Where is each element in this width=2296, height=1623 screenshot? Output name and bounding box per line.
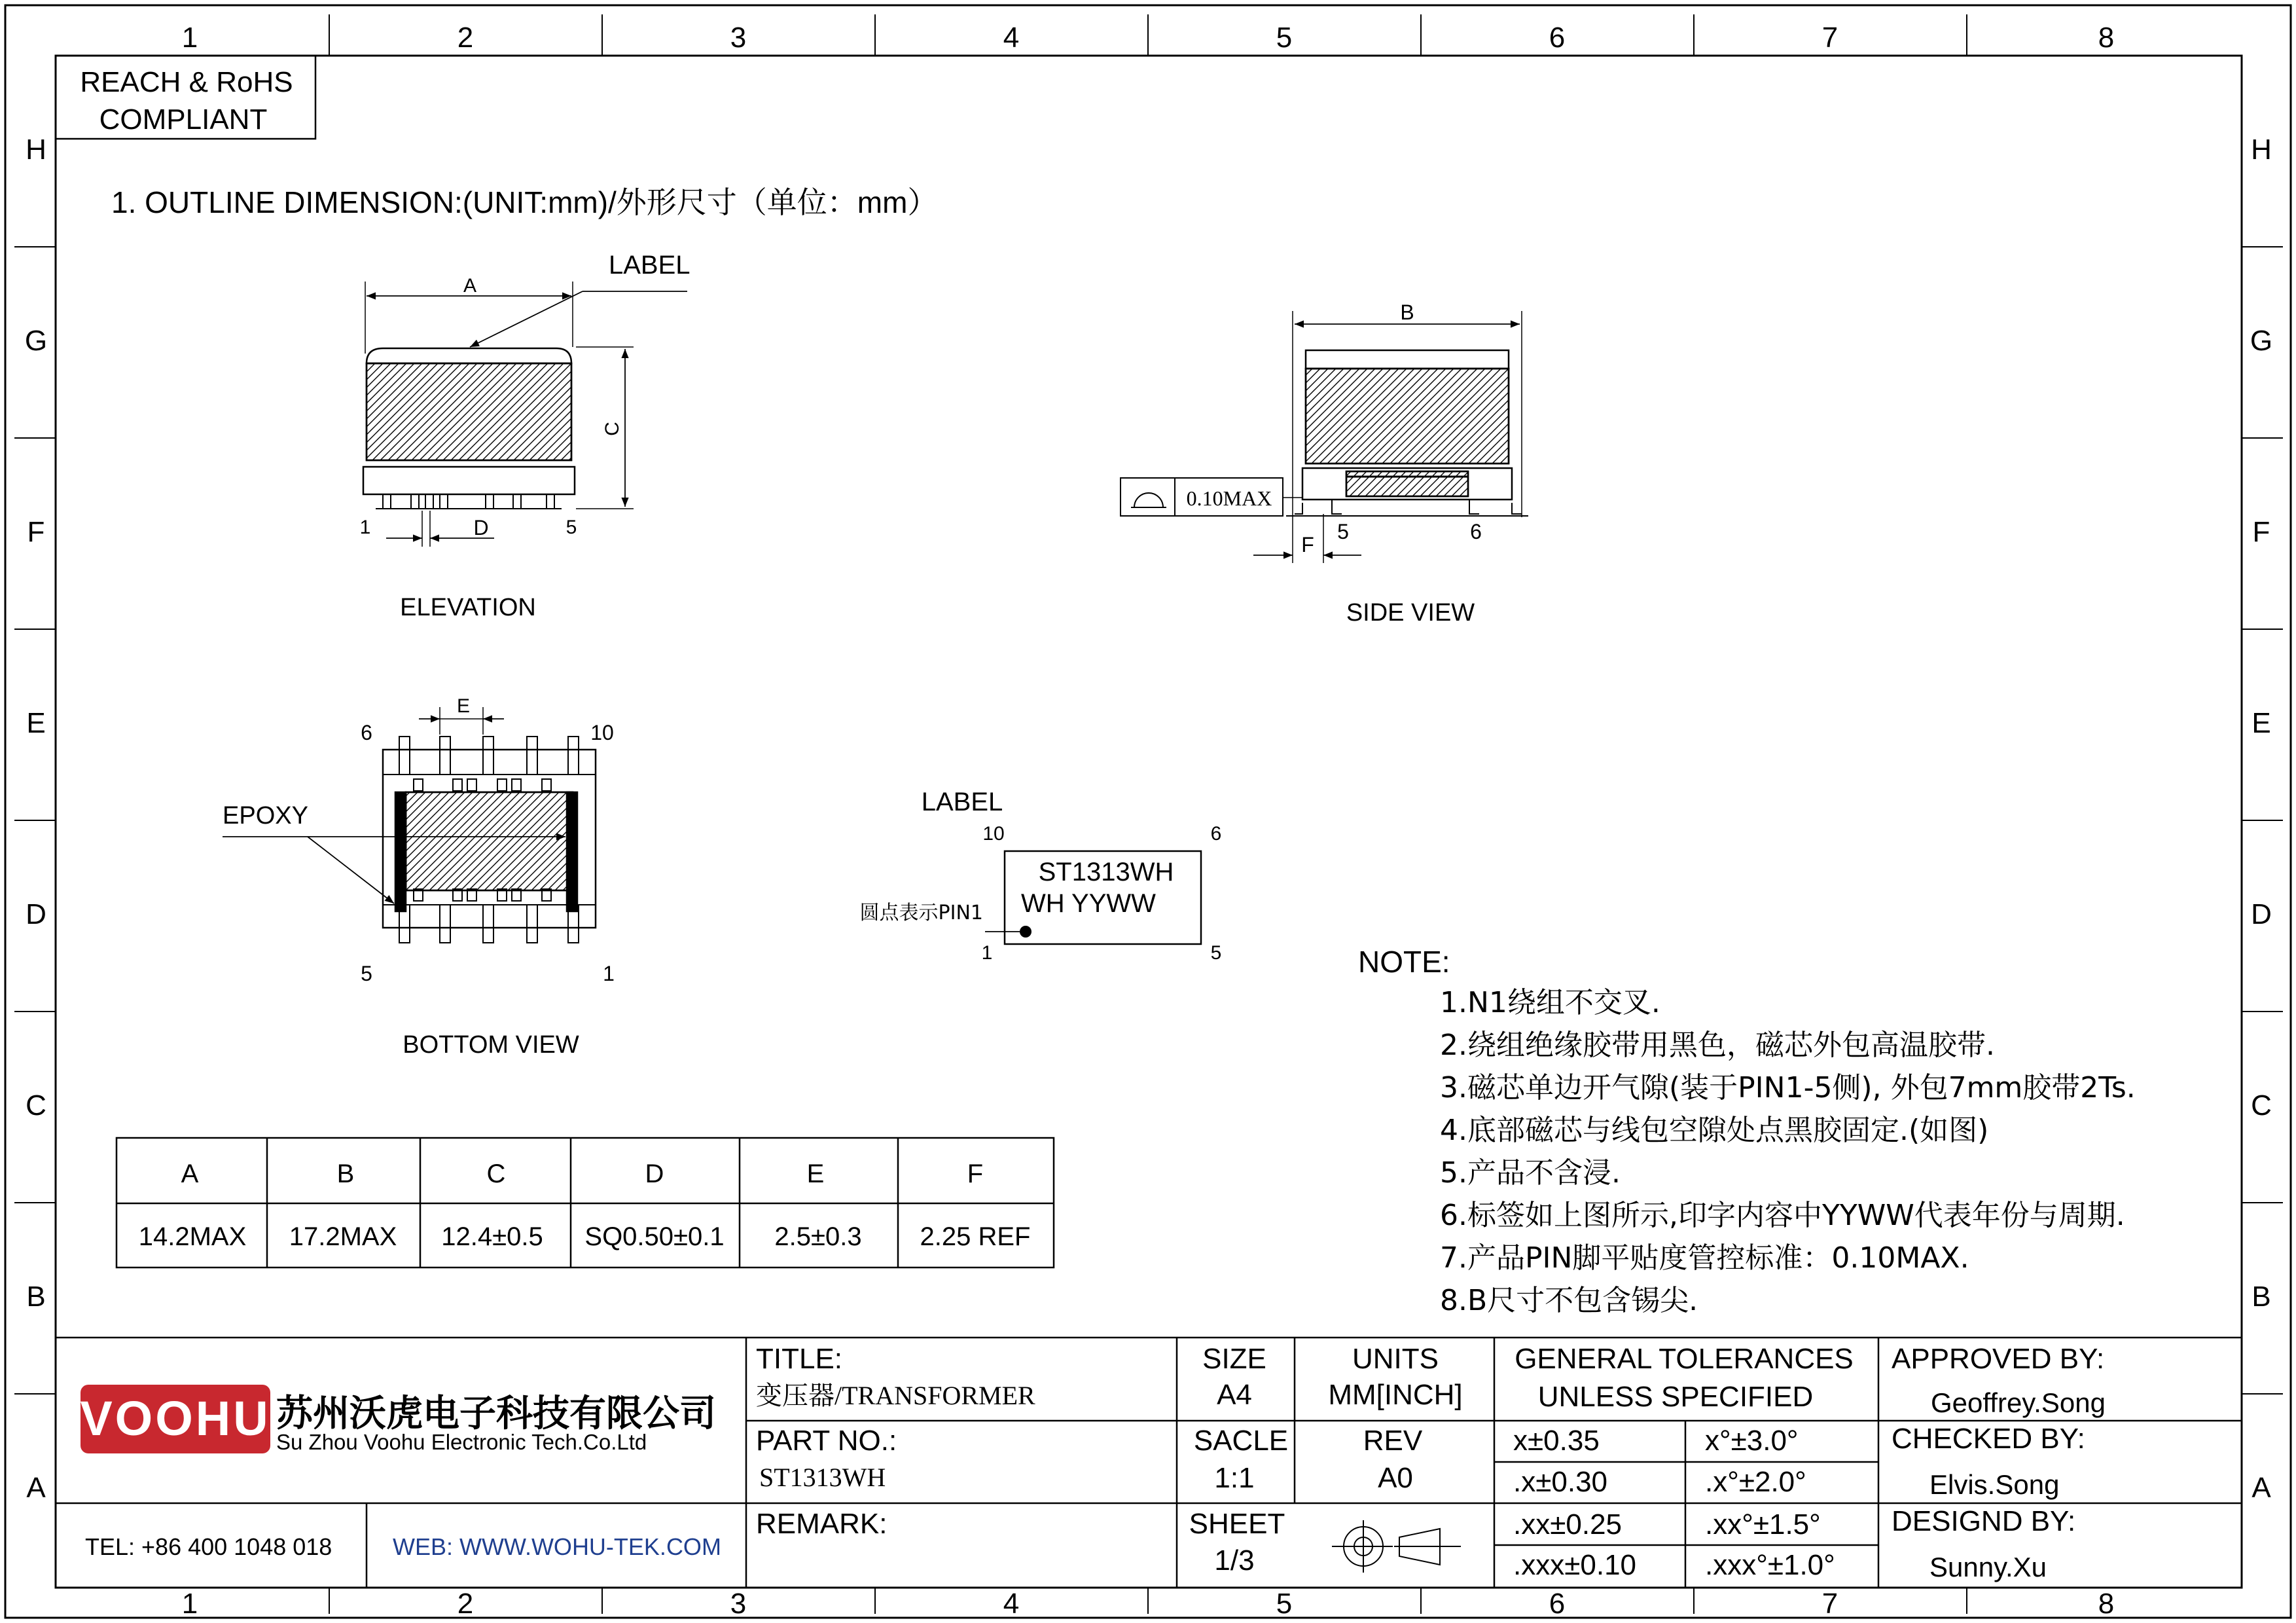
row-label: F: [2252, 516, 2270, 548]
sheet-label: SHEET: [1189, 1508, 1285, 1540]
scale-label: SACLE: [1193, 1425, 1289, 1457]
tolerance-angular: .xx°±1.5°: [1705, 1508, 1821, 1541]
compliance-line-2: COMPLIANT: [99, 103, 268, 136]
rev-value: A0: [1378, 1462, 1413, 1494]
outline-heading: 1. OUTLINE DIMENSION:(UNIT:mm)/外形尺寸（单位：mm）: [111, 185, 938, 219]
dim-table-value: SQ0.50±0.1: [584, 1222, 725, 1251]
dim-f-label: F: [1301, 533, 1314, 556]
row-label: H: [26, 134, 46, 166]
designed-name: Sunny.Xu: [1929, 1552, 2047, 1582]
epoxy-callout: EPOXY: [223, 802, 308, 830]
column-label: 4: [1003, 1588, 1020, 1620]
dim-table-value: 2.5±0.3: [774, 1222, 862, 1251]
size-value: A4: [1217, 1379, 1252, 1411]
note-item: 4.底部磁芯与线包空隙处点黑胶固定.(如图): [1440, 1114, 1989, 1147]
label-line-2: WH YYWW: [1021, 889, 1156, 918]
part-no-label: PART NO.:: [756, 1425, 897, 1457]
tolerance-angular: .x°±2.0°: [1705, 1466, 1806, 1498]
row-label: A: [26, 1472, 46, 1504]
pin-label: 5: [1337, 520, 1349, 543]
bottom-view-title: BOTTOM VIEW: [403, 1031, 579, 1059]
column-label: 4: [1003, 22, 1020, 54]
scale-value: 1:1: [1214, 1462, 1255, 1494]
logo-text: VOOHU: [80, 1391, 271, 1446]
pin1-dot-icon: [1020, 926, 1031, 938]
title-value: 变压器/TRANSFORMER: [756, 1381, 1035, 1410]
tolerance-title-1: GENERAL TOLERANCES: [1515, 1343, 1854, 1375]
note-item: 3.磁芯单边开气隙(装于PIN1-5侧), 外包7mm胶带2Ts.: [1440, 1071, 2136, 1104]
column-label: 8: [2098, 22, 2115, 54]
row-label: C: [26, 1089, 46, 1122]
pin1-note: 圆点表示PIN1: [859, 902, 983, 924]
dim-d-label: D: [473, 516, 489, 539]
elevation-title: ELEVATION: [400, 594, 536, 621]
size-label: SIZE: [1202, 1343, 1266, 1375]
dim-table-header: A: [181, 1159, 199, 1188]
pin-label: 6: [361, 721, 372, 744]
note-item: 1.N1绕组不交叉.: [1440, 986, 1660, 1019]
dim-table-header: C: [486, 1159, 506, 1188]
company-tel: TEL: +86 400 1048 018: [85, 1533, 332, 1560]
column-label: 8: [2098, 1588, 2115, 1620]
dim-table-header: E: [806, 1159, 825, 1188]
pin-label: 1: [981, 942, 993, 964]
tolerance-linear: .xxx±0.10: [1513, 1549, 1637, 1581]
note-item: 5.产品不含浸.: [1440, 1156, 1621, 1190]
note-item: 2.绕组绝缘胶带用黑色，磁芯外包高温胶带.: [1440, 1029, 1995, 1062]
dim-table-header: F: [967, 1159, 984, 1188]
pin-label: 6: [1470, 520, 1482, 543]
pin-label: 5: [361, 962, 372, 985]
compliance-box: [56, 56, 315, 139]
checked-label: CHECKED BY:: [1892, 1423, 2085, 1455]
row-label: B: [2251, 1281, 2271, 1313]
tolerance-title-2: UNLESS SPECIFIED: [1537, 1381, 1814, 1413]
note-item: 8.B尺寸不包含锡尖.: [1440, 1284, 1698, 1317]
label-view-title: LABEL: [921, 788, 1003, 816]
company-name-en: Su Zhou Voohu Electronic Tech.Co.Ltd: [276, 1430, 647, 1454]
row-label: H: [2251, 134, 2272, 166]
column-label: 3: [730, 22, 747, 54]
checked-name: Elvis.Song: [1929, 1469, 2060, 1500]
row-label: D: [2251, 898, 2272, 930]
row-label: G: [24, 325, 48, 357]
row-label: A: [2251, 1472, 2271, 1504]
column-label: 6: [1549, 1588, 1566, 1620]
column-label: 1: [181, 1588, 198, 1620]
sheet-value: 1/3: [1214, 1544, 1255, 1577]
column-label: 5: [1276, 1588, 1293, 1620]
row-label: G: [2250, 325, 2273, 357]
units-value: MM[INCH]: [1328, 1379, 1463, 1411]
column-label: 7: [1821, 1588, 1839, 1620]
part-no-value: ST1313WH: [759, 1463, 886, 1492]
remark-label: REMARK:: [756, 1508, 888, 1540]
compliance-line-1: REACH & RoHS: [80, 66, 293, 98]
designed-label: DESIGND BY:: [1892, 1505, 2076, 1537]
row-label: E: [26, 707, 46, 739]
approved-name: Geoffrey.Song: [1931, 1387, 2106, 1418]
title-block: [56, 1338, 2242, 1588]
column-label: 7: [1821, 22, 1839, 54]
column-label: 5: [1276, 22, 1293, 54]
row-label: E: [2251, 707, 2271, 739]
tolerance-linear: .x±0.30: [1513, 1466, 1608, 1498]
tolerance-angular: .xxx°±1.0°: [1705, 1549, 1835, 1581]
projection-symbol-icon: [1332, 1520, 1461, 1573]
tolerance-linear: .xx±0.25: [1513, 1508, 1623, 1541]
side-view: [1121, 311, 1528, 563]
drawing-frame: [5, 5, 2291, 1618]
company-name-cn: 苏州沃虎电子科技有限公司: [276, 1393, 716, 1435]
note-item: 7.产品PIN脚平贴度管控标准：0.10MAX.: [1440, 1241, 1969, 1275]
dim-table-value: 2.25 REF: [920, 1222, 1031, 1251]
elevation-view: [363, 282, 687, 547]
pin-label: 5: [565, 517, 577, 538]
approved-label: APPROVED BY:: [1892, 1343, 2105, 1375]
column-label: 6: [1549, 22, 1566, 54]
label-line-1: ST1313WH: [1038, 858, 1174, 886]
note-item: 6.标签如上图所示,印字内容中YYWW代表年份与周期.: [1440, 1199, 2125, 1232]
pin-label: 1: [603, 962, 615, 985]
dim-table-header: B: [336, 1159, 355, 1188]
column-label: 2: [457, 1588, 474, 1620]
pin-label: 1: [359, 517, 371, 538]
dim-table-value: 17.2MAX: [289, 1222, 397, 1251]
label-callout: LABEL: [609, 251, 691, 280]
dim-table-header: D: [645, 1159, 664, 1188]
company-web: WEB: WWW.WOHU-TEK.COM: [393, 1533, 721, 1560]
pin-label: 5: [1210, 942, 1222, 964]
column-label: 1: [181, 22, 198, 54]
column-label: 3: [730, 1588, 747, 1620]
tolerance-angular: x°±3.0°: [1705, 1425, 1799, 1457]
dim-a-label: A: [463, 275, 477, 297]
column-label: 2: [457, 22, 474, 54]
dim-e-label: E: [456, 695, 471, 717]
label-view: [860, 788, 1222, 964]
row-label: D: [26, 898, 46, 930]
dim-b-label: B: [1400, 301, 1414, 324]
frame-zone-labels: [25, 22, 2272, 1620]
tolerance-linear: x±0.35: [1513, 1425, 1600, 1457]
notes-block: [1358, 945, 2136, 1317]
units-label: UNITS: [1352, 1343, 1439, 1375]
side-view-title: SIDE VIEW: [1346, 599, 1475, 627]
pin-label: 10: [982, 823, 1005, 845]
pin-label: 10: [590, 721, 614, 744]
dim-table-value: 14.2MAX: [138, 1222, 247, 1251]
flatness-value: 0.10MAX: [1186, 486, 1272, 510]
row-label: B: [26, 1281, 46, 1313]
dimension-table: [117, 1138, 1054, 1267]
row-label: C: [2251, 1089, 2272, 1122]
dim-table-value: 12.4±0.5: [441, 1222, 543, 1251]
notes-title: NOTE:: [1358, 945, 1450, 979]
rev-label: REV: [1363, 1425, 1423, 1457]
title-label: TITLE:: [756, 1343, 843, 1375]
dim-c-label: C: [601, 422, 623, 436]
row-label: F: [27, 516, 45, 548]
pin-label: 6: [1210, 823, 1222, 845]
